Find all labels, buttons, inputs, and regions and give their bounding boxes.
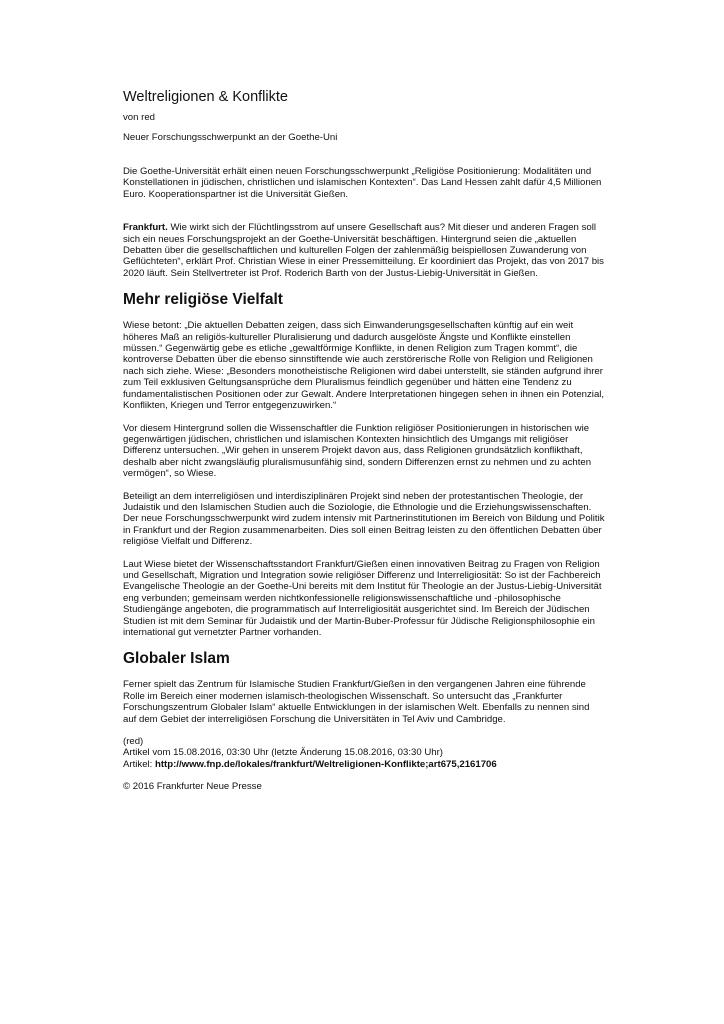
article-url-link[interactable]: http://www.fnp.de/lokales/frankfurt/Weltreligionen-Konflikte;art675,2161706 (155, 758, 497, 770)
intro-paragraph: Die Goethe-Universität erhält einen neuen Forschungsschwerpunkt „Religiöse Positionierung: Modalitäten und Konstellationen in jüdischen, christlichen und islamischen Kontexten“. Das Land Hessen zahlt dafür 4,5 Millionen Euro. Kooperationspartner ist die Universität Gießen. (123, 166, 602, 200)
body-paragraph: Ferner spielt das Zentrum für Islamische Studien Frankfurt/Gießen in den vergangenen Jahren eine führende Rolle im Bereich einer modernen islamisch-theologischen Wissenschaft. So untersucht das „Frankfurter Forschungszentrum Globaler Islam“ aktuelle Entwicklungen in der islamischen Welt. Ebenfalls zu nennen sind auf dem Gebiet der interreligiösen Forschung die Universitäten in Tel Aviv und Cambridge. (123, 679, 590, 725)
body-paragraph: Laut Wiese bietet der Wissenschaftsstandort Frankfurt/Gießen einen innovativen Beitrag zu Fragen von Religion und Gesellschaft, Migration und Integration sowie religiöser Differenz und Interreligiosität: So ist der Fachbereich Evangelische Theologie an der Goethe-Uni bereits mit dem Institut für Theologie an der Justus-Liebig-Universität eng verbunden; gemeinsam werden nichtkonfessionelle religionswissenschaftliche und -philosophische Studiengänge angeboten, die programmatisch auf Interreligiosität ausgerichtet sind. Im Bereich der Jüdischen Studien ist mit dem Seminar für Judaistik und der Martin-Buber-Professur für Jüdische Religionsphilosophie ein international gut vernetzter Partner vorhanden. (123, 558, 602, 638)
footer-url-label: Artikel: (123, 758, 155, 770)
article-footer (123, 736, 605, 770)
subtitle: Neuer Forschungsschwerpunkt an der Goethe-Uni (123, 132, 338, 143)
article-title: Weltreligionen & Konflikte (123, 89, 288, 105)
body-paragraph: Wiese betont: „Die aktuellen Debatten zeigen, dass sich Einwanderungsgesellschaften künftig auf ein weit höheres Maß an religiös-kultureller Pluralisierung und dadurch ausgelöste Ängste und Konflikte einstellen müssen.“ Gegenwärtig gebe es etliche „gewaltförmige Konflikte, in denen Religion zum Tragen kommt“, die kontroverse Debatten über die ebenso sinnstiftende wie auch zerstörerische Rolle von Religion und Religionen nach sich ziehe. Wiese: „Besonders monotheistische Religionen wird dabei unterstellt, sie ständen aufgrund ihrer zum Teil exklusiven Geltungsansprüche dem Pluralismus feindlich gegenüber und hätten eine Tendenz zu fundamentalistischen Positionen oder zur Gewalt. Andere Interpretationen hingegen sehen in ihnen ein Potenzial, Konflikten, Kriegen und Terror entgegenzuwirken.“ (123, 320, 605, 412)
article (123, 88, 605, 804)
copyright: © 2016 Frankfurter Neue Presse (123, 781, 262, 793)
lead-text: Wie wirkt sich der Flüchtlingsstrom auf unsere Gesellschaft aus? Mit dieser und anderen Fragen soll sich ein neues Forschungsprojekt an der Goethe-Universität beschäftigen. Hintergrund seien die „aktuellen Debatten über die gesellschaftlichen und kulturellen Folgen der zahlenmäßig beispiellosen Zuwanderung von Geflüchteten“, erklärt Prof. Christian Wiese in einer Pressemitteilung. Er koordiniert das Projekt, das von 2017 bis 2020 läuft. Sein Stellvertreter ist Prof. Roderich Barth von der Justus-Liebig-Universität in Gießen. (123, 222, 604, 279)
body-paragraph: Beteiligt an dem interreligiösen und interdisziplinären Projekt sind neben der protestantischen Theologie, der Judaistik und den Islamischen Studien auch die Soziologie, die Ethnologie und die Erziehungswissenschaften. Der neue Forschungsschwerpunkt wird zudem intensiv mit Partnerinstitutionen im Bereich von Bildung und Politik in Frankfurt und der Region zusammenarbeiten. Dies soll einen Beitrag leisten zu den öffentlichen Debatten über religiöse Vielfalt und Differenz. (123, 490, 605, 548)
lead-paragraph (123, 222, 605, 279)
byline: von red (123, 112, 155, 123)
footer-url-line (123, 759, 605, 770)
footer-author: (red) (123, 736, 144, 748)
section-heading-vielfalt: Mehr religiöse Vielfalt (123, 291, 283, 309)
section-heading-islam: Globaler Islam (123, 650, 230, 668)
body-paragraph: Vor diesem Hintergrund sollen die Wissenschaftler die Funktion religiöser Positionierungen in historischen wie gegenwärtigen jüdischen, christlichen und islamischen Kontexten hinsichtlich des Umgangs mit religiöser Differenz untersuchen. „Wir gehen in unserem Projekt davon aus, dass Religionen grundsätzlich konflikthaft, deshalb aber nicht zwangsläufig pluralismusunfähig sind, sondern Differenzen ernst zu nehmen und zu achten vermögen“, so Wiese. (123, 422, 592, 480)
lead-location: Frankfurt. (123, 222, 168, 234)
footer-date: Artikel vom 15.08.2016, 03:30 Uhr (letzte Änderung 15.08.2016, 03:30 Uhr) (123, 747, 443, 759)
